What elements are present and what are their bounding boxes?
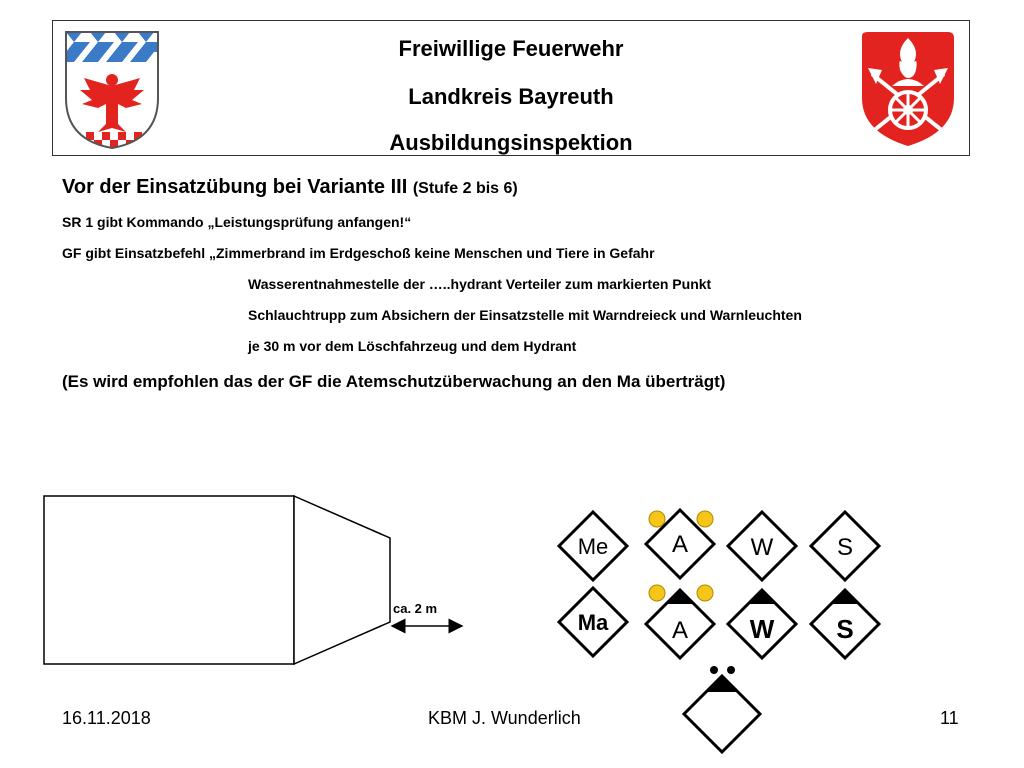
- header-line-2: Landkreis Bayreuth: [408, 84, 614, 109]
- marker-me: [559, 512, 627, 580]
- command-line-hose: Schlauchtrupp zum Absichern der Einsatzstelle mit Warndreieck und Warnleuchten: [248, 307, 802, 323]
- dot-a-bottom-left: [649, 585, 665, 601]
- dot-a-top-right: [697, 511, 713, 527]
- marker-w-top-label: W: [750, 534, 774, 561]
- command-line-water: Wasserentnahmestelle der …..hydrant Verteiler zum markierten Punkt: [248, 276, 712, 292]
- marker-s-bottom-label: S: [836, 614, 854, 644]
- heading-main: Vor der Einsatzübung bei Variante III: [62, 176, 408, 198]
- marker-a-bottom-label: A: [671, 617, 689, 644]
- footer-date: 16.11.2018: [62, 708, 151, 728]
- header-line-1: Freiwillige Feuerwehr: [398, 36, 624, 61]
- command-line-gf: GF gibt Einsatzbefehl „Zimmerbrand im Erdgeschoß keine Menschen und Tiere in Gefahr: [62, 245, 655, 261]
- marker-w-bottom-label: W: [749, 614, 775, 644]
- marker-ma-label: Ma: [577, 610, 609, 635]
- header-line-3: Ausbildungsinspektion: [389, 130, 633, 155]
- marker-w-top: [728, 512, 796, 580]
- dot-a-bottom-right: [697, 585, 713, 601]
- heading-sub: (Stufe 2 bis 6): [412, 180, 518, 197]
- marker-me-label: Me: [577, 534, 609, 559]
- distance-label: ca. 2 m: [393, 601, 438, 616]
- marker-a-top-label: A: [671, 531, 689, 558]
- leader-dot-left: [710, 666, 718, 674]
- marker-ma: [559, 588, 627, 656]
- leader-dot-right: [727, 666, 735, 674]
- footer-author: KBM J. Wunderlich: [428, 708, 581, 728]
- footer-page-number: 11: [940, 708, 959, 728]
- marker-leader: [684, 666, 760, 752]
- command-line-sr1: SR 1 gibt Kommando „Leistungsprüfung anfangen!“: [62, 214, 412, 230]
- marker-s-bottom: [811, 590, 879, 658]
- recommendation-text: (Es wird empfohlen das der GF die Atemschutzüberwachung an den Ma überträgt): [62, 372, 726, 391]
- marker-s-top-label: S: [836, 534, 854, 561]
- dot-a-top-left: [649, 511, 665, 527]
- command-line-distance: je 30 m vor dem Löschfahrzeug und dem Hydrant: [248, 338, 577, 354]
- marker-w-bottom: [728, 590, 796, 658]
- marker-s-top: [811, 512, 879, 580]
